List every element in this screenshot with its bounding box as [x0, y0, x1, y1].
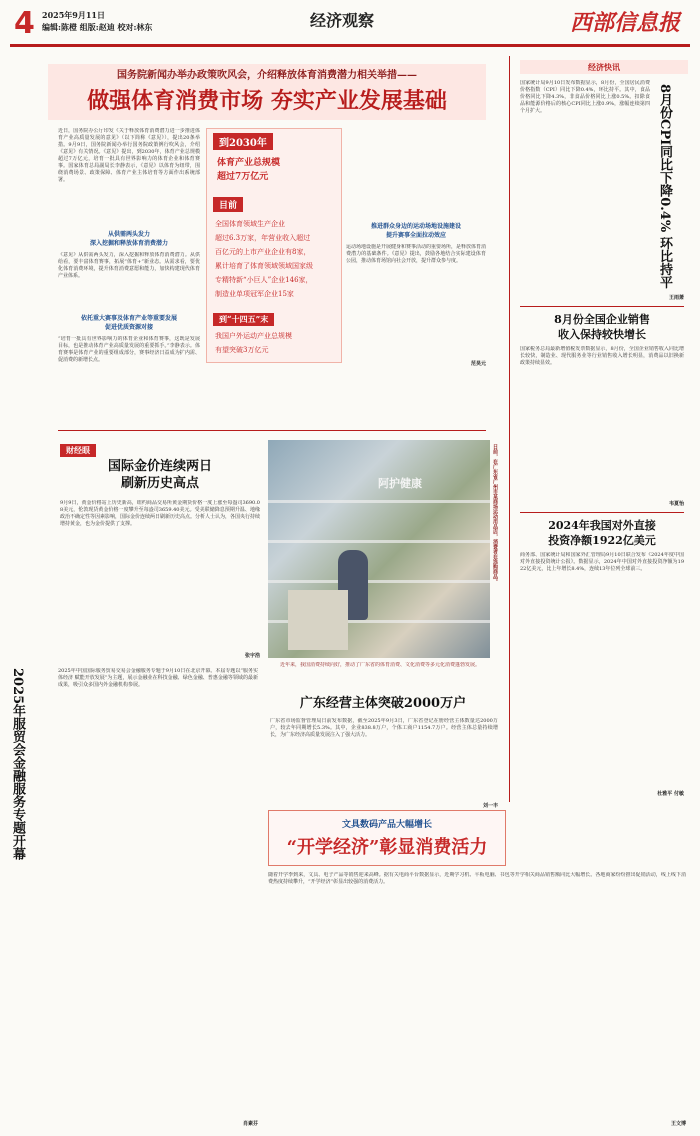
product-stand [288, 590, 348, 650]
infobox-t3: 百亿元的上市产业企业有8家， [215, 248, 311, 256]
sales-author: 韦夏怡 [668, 501, 684, 507]
infobox-t1: 全国体育领域生产企业 [215, 220, 285, 228]
infobox-t2: 超过6.3万家，年营业收入超过 [215, 234, 311, 242]
paper-logo: 西部信息报 [570, 10, 681, 36]
guangdong-author: 刘一丰 [482, 803, 498, 809]
sidebar-rule-2 [520, 512, 684, 513]
infobox-heading-2030: 到2030年 [213, 133, 273, 150]
services-vertical-title: 2025年服贸会金融服务专题开幕 [10, 668, 25, 861]
store-sign: 阿护健康 [378, 477, 422, 490]
issue-date: 2025年9月11日 [42, 10, 105, 20]
infobox-t8: 有望突破3万亿元 [215, 346, 269, 354]
finance-tag-wrap [60, 438, 96, 457]
sidebar-header [520, 60, 688, 74]
sales-body: 国家税务总局最新增值税发票数据显示，8月份，全国企业销售收入同比增长较快，制造业、现代服务业等行业销售收入增长明显，消费品以旧换新政策持续显效。 [520, 346, 684, 366]
infobox-t7: 我国户外运动产业总规模 [215, 332, 292, 340]
sidebar-rule-1 [520, 306, 684, 307]
finance-body: 9月9日，黄金价格站上历史新高，纽约商品交易所黄金期货价格一度上涨至每盎司3690.08美元，伦敦现货黄金价格一度攀升至每盎司3659.40美元。受美联储降息预期升温、地缘政治不确定性等因素影响，国际金价连续两日刷新历史高点。分析人士认为，各国央行持续增持黄金，也为金价提供了支撑。 [60, 500, 260, 527]
infobox-heading-14th: 到“十四五”末 [213, 313, 274, 326]
sidebar-divider [509, 56, 510, 802]
shelf-3 [268, 580, 490, 583]
lead-body-3: “培育一批具有世界影响力的体育企业和体育赛事，这既是发展目标，也是推动体育产业高质量发展的重要抓手。”李静表示。体育赛事是体育产业的重要组成部分，赛事经济日益成为扩内需、促消费的新增长点。 [58, 336, 200, 363]
shelf-2 [268, 540, 490, 543]
shelf-1 [268, 500, 490, 503]
lead-subhead-1: 从供需两头发力 深入挖掘和释放体育消费潜力 [89, 231, 168, 247]
sales-headline: 8月份全国企业销售 收入保持较快增长 [554, 313, 650, 341]
infobox-heading-now: 目前 [213, 197, 243, 212]
lead-body-4: 运动场地设施是开展健身和赛事活动的重要场所，是释放体育消费潜力的基础条件。《意见》提出，鼓励各地结合实际建设体育公园，推动体育场馆向社会开放，提升群众参与度。 [346, 244, 486, 264]
finance-tag: 财经眼 [60, 444, 96, 457]
infobox-l1: 体育产业总规模 [217, 158, 281, 168]
masthead [0, 0, 700, 52]
services-author: 肖素芬 [242, 1121, 258, 1127]
header-rule [10, 44, 690, 47]
odi-body: 商务部、国家统计局和国家外汇管理局9月10日联合发布《2024年度中国对外直接投资统计公报》。数据显示，2024年中国对外直接投资净额为1922亿美元，比上年增长8.4%，连续13年位列全球前三。 [520, 552, 684, 572]
lead-headline: 做强体育消费市场 夯实产业发展基础 [87, 88, 447, 114]
cpi-vertical-title: 8月份CPI同比下降0.4% 环比持平 [657, 84, 672, 289]
lead-body-2: 《意见》从供需两头发力，深入挖掘和释放体育消费潜力。从供给看，要丰富体育赛事，拓展“体育+”新业态。从需求看，要优化体育消费环境，提升体育消费意愿和能力，加快构建现代体育产业体系。 [58, 252, 200, 279]
lead-subhead-3: 推进群众身边的运动场地设施建设 提升赛事全面拉动效应 [370, 223, 461, 239]
infobox-t4: 累计培育了体育领域领域国家级 [215, 262, 313, 270]
bottom-kicker: 文具数码产品大幅增长 [341, 820, 432, 830]
cpi-body: 国家统计局9月10日发布数据显示，8月份，全国居民消费价格指数（CPI）同比下降0.4%，环比持平。其中，食品价格同比下降4.3%，非食品价格同比上涨0.5%。扣除食品和能源价格后的核心CPI同比上涨0.9%，涨幅连续第四个月扩大。 [520, 80, 650, 114]
guangdong-headline: 广东经营主体突破2000万户 [299, 696, 467, 711]
lead-subhead-2: 依托重大赛事及体育产业等重要发展 促进优质资源对接 [80, 315, 177, 331]
lead-banner [48, 64, 486, 120]
sidebar-header-label: 经济快讯 [588, 62, 620, 72]
bottom-author: 王文博 [670, 1121, 686, 1127]
lead-bottom-rule [58, 430, 486, 431]
lead-body-1: 近日，国务院办公厅印发《关于释放体育消费潜力进一步推进体育产业高质量发展的意见》（以下简称《意见》），提出20条举措。9月9日，国务院新闻办举行国务院政策例行吹风会，介绍《意见》有关情况。《意见》提出，到2030年，体育产业总规模超过7万亿元，培育一批具有世界影响力的体育企业和体育赛事。国家体育总局副局长李静表示，《意见》以体育为纽带，围绕消费场景、政策保障、体育产业主体培育等方面作出系统部署。 [58, 128, 200, 183]
infobox [206, 128, 342, 363]
photo-side-caption: 日前，在广东省广州市某商场运动用品店，消费者在选购商品。 [492, 444, 498, 584]
odi-author: 杜雅平 付敏 [657, 791, 684, 797]
section-name: 经济观察 [310, 11, 375, 30]
bottom-body: 随着开学季到来，文具、电子产品等销售迎来高峰。据有关电商平台数据显示，近期学习机、平板电脑、书包等开学相关商品销售额同比大幅增长。各地商家纷纷推出促销活动，线上线下消费热度持续攀升，“开学经济”彰显出较强的消费活力。 [268, 872, 686, 885]
lead-author: 范昊元 [470, 361, 486, 367]
infobox-l2: 超过7万亿元 [217, 172, 269, 182]
bottom-headline: “开学经济”彰显消费活力 [286, 837, 488, 858]
finance-author: 张宇浩 [244, 653, 260, 659]
store-photo [268, 440, 490, 658]
cpi-author: 王雨萧 [668, 295, 684, 301]
services-body: 2025年中国国际服务贸易交易会金融服务专题于9月10日在北京开幕。本届专题以“服务实体经济 赋能开放发展”为主题，展示金融业在科技金融、绿色金融、普惠金融等领域的最新成果，吸引众多国内外金融机构参展。 [58, 668, 258, 688]
infobox-t6: 制造业单项冠军企业15家 [215, 290, 294, 298]
finance-headline: 国际金价连续两日 刷新历史高点 [107, 459, 212, 491]
infobox-t5: 专精特新“小巨人”企业146家， [215, 276, 313, 284]
odi-headline: 2024年我国对外直接 投资净额1922亿美元 [548, 519, 656, 547]
guangdong-body: 广东省市场监督管理局日前发布数据，截至2025年9月3日，广东省登记在册经营主体数量达2000万户，较去年同期增长5.3%。其中，企业838.8万户，个体工商户1154.7万户。经营主体总量持续增长，为广东经济高质量发展注入了强大活力。 [270, 718, 498, 738]
bottom-title-box [268, 810, 506, 866]
photo-caption: 近年来，我国消费持续向好，推动了广东省的体育消费、文化消费等多元化消费蓬勃发展。 [279, 662, 480, 668]
staff-credits: 编辑:陈橙 组版:赵迪 校对:林东 [42, 22, 153, 32]
lead-kicker: 国务院新闻办举办政策吹风会，介绍释放体育消费潜力相关举措—— [117, 70, 417, 81]
page-number: 4 [14, 6, 35, 41]
